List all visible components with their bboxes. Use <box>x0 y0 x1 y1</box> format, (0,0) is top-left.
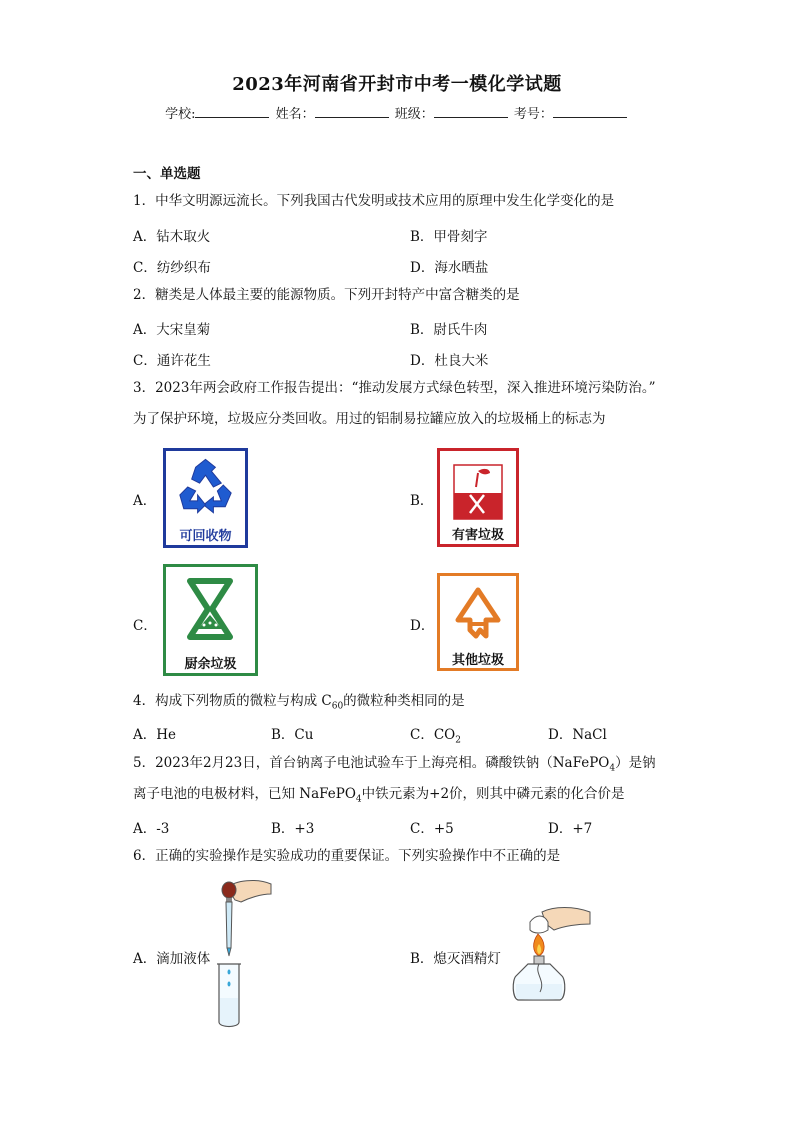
q2-option-a[interactable]: A．大宋皇菊 <box>133 322 211 338</box>
q5-option-d[interactable]: D．+7 <box>548 821 593 837</box>
other-caption: 其他垃圾 <box>451 653 504 668</box>
question-2-stem: 2．糖类是人体最主要的能源物质。下列开封特产中富含糖类的是 <box>133 287 520 303</box>
alcohol-lamp-figure <box>502 904 597 1006</box>
q1-option-c[interactable]: C．纺纱织布 <box>133 260 211 276</box>
q4-option-c[interactable]: C．$CO_2$ <box>410 727 461 746</box>
exam-no-blank[interactable] <box>553 105 627 118</box>
q3-option-c[interactable]: C． <box>133 618 157 634</box>
q5-option-c[interactable]: C．+5 <box>410 821 454 837</box>
q6-option-b[interactable]: B．熄灭酒精灯 <box>410 951 501 967</box>
q5-option-a[interactable]: A．-3 <box>133 821 170 837</box>
class-label: 班级： <box>394 107 434 122</box>
q3-sign-hazardous[interactable] <box>437 448 519 547</box>
q4-option-b[interactable]: B．Cu <box>271 727 314 743</box>
student-info-line <box>0 103 794 122</box>
section-title: 一、单选题 <box>133 166 201 182</box>
q2-option-b[interactable]: B．尉氏牛肉 <box>410 322 488 338</box>
q4-option-d[interactable]: D．NaCl <box>548 727 607 743</box>
q1-option-b[interactable]: B．甲骨刻字 <box>410 229 488 245</box>
question-6-stem: 6．正确的实验操作是实验成功的重要保证。下列实验操作中不正确的是 <box>133 848 561 864</box>
question-5-stem-line1: 5．2023年2月23日，首台钠离子电池试验车于上海亮相。磷酸铁钠（NaFePO$_4$）是钠 <box>133 755 656 774</box>
question-5-stem-line2: 离子电池的电极材料，已知 NaFePO$_4$中铁元素为+2价，则其中磷元素的化合价是 <box>133 786 625 805</box>
question-3-stem-line2: 为了保护环境，垃圾应分类回收。用过的铝制易拉罐应放入的垃圾桶上的标志为 <box>133 411 606 427</box>
q5-option-b[interactable]: B．+3 <box>271 821 315 837</box>
exam-no-label: 考号： <box>513 107 553 122</box>
q3-sign-recyclable[interactable] <box>163 448 248 548</box>
other-waste-icon <box>440 580 516 646</box>
q3-sign-kitchen[interactable] <box>163 564 258 676</box>
kitchen-waste-icon <box>166 571 255 651</box>
dropper-test-tube-figure <box>205 878 275 1030</box>
q2-option-c[interactable]: C．通许花生 <box>133 353 211 369</box>
page-title: 2023年河南省开封市中考一模化学试题 <box>232 74 562 95</box>
question-3-stem-line1: 3．2023年两会政府工作报告提出：“推动发展方式绿色转型，深入推进环境污染防治。” <box>133 380 656 396</box>
q2-option-d[interactable]: D．杜良大米 <box>410 353 489 369</box>
school-label: 学校: <box>165 107 196 122</box>
q4-option-a[interactable]: A．He <box>133 727 177 743</box>
q3-option-a[interactable]: A． <box>133 493 157 509</box>
hazard-icon <box>440 457 516 523</box>
q1-option-d[interactable]: D．海水晒盐 <box>410 260 489 276</box>
q3-option-d[interactable]: D． <box>410 618 435 634</box>
q6-option-a[interactable]: A．滴加液体 <box>133 951 211 967</box>
recycle-icon <box>166 455 245 525</box>
kitchen-caption: 厨余垃圾 <box>184 657 237 672</box>
question-1-stem: 1．中华文明源远流长。下列我国古代发明或技术应用的原理中发生化学变化的是 <box>133 193 615 209</box>
school-blank[interactable] <box>195 105 269 118</box>
q3-option-b[interactable]: B． <box>410 493 434 509</box>
q1-option-a[interactable]: A．钻木取火 <box>133 229 211 245</box>
class-blank[interactable] <box>434 105 508 118</box>
hazardous-caption: 有害垃圾 <box>451 528 504 543</box>
name-blank[interactable] <box>315 105 389 118</box>
recyclable-caption: 可回收物 <box>179 529 232 544</box>
question-4-stem: 4．构成下列物质的微粒与构成 $C_{60}$的微粒种类相同的是 <box>133 693 465 712</box>
name-label: 姓名： <box>275 107 315 122</box>
q3-sign-other[interactable] <box>437 573 519 671</box>
